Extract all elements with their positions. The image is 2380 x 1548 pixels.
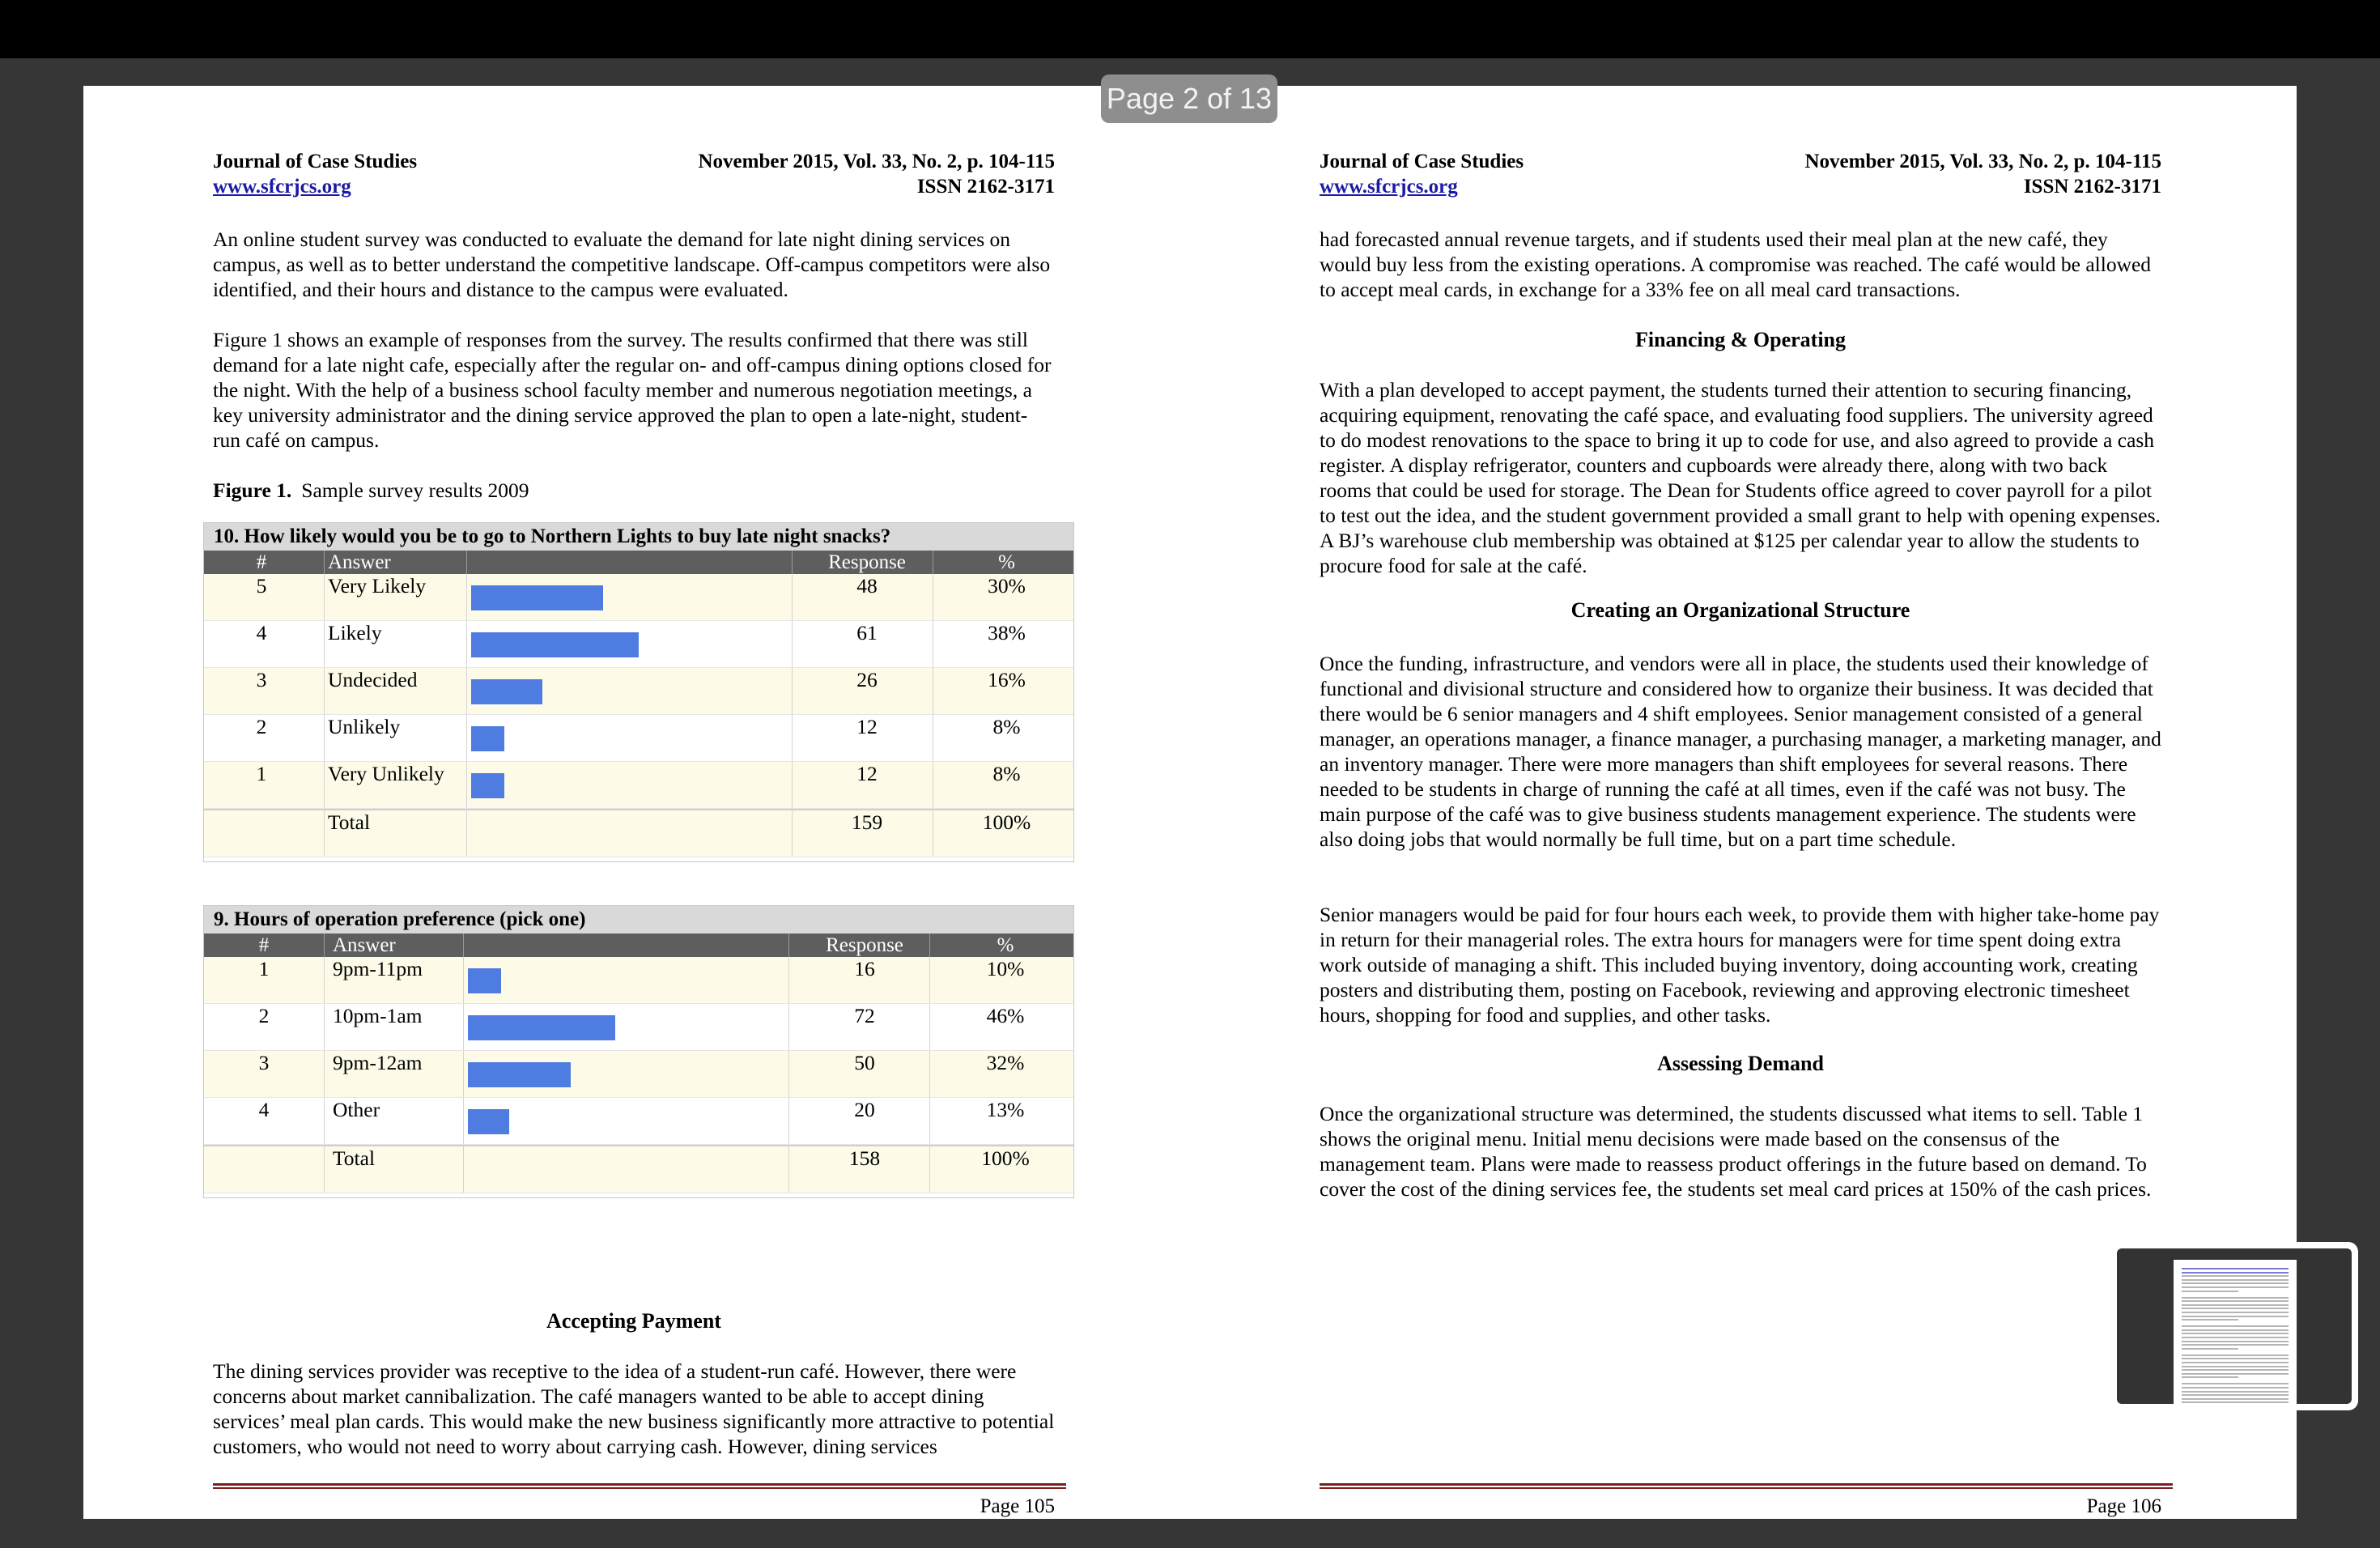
issn: ISSN 2162-3171: [2023, 176, 2161, 198]
response-bar: [471, 679, 542, 704]
col-header-answer: Answer: [328, 551, 391, 573]
row-number: 3: [258, 1051, 270, 1074]
table-total-row: [204, 809, 1073, 857]
thumbnail-line: [2182, 1286, 2289, 1288]
table-body: [204, 574, 1073, 857]
issn: ISSN 2162-3171: [916, 176, 1055, 198]
thumbnail-line: [2182, 1398, 2289, 1400]
row-percent: 8%: [992, 762, 1021, 785]
paragraph: Once the funding, infrastructure, and vendors were all in place, the students used their knowledge of functional and divisional structure and considered how to organize their business. It was decided that there would be 6 senior managers and 4 shift employees. Senior management consisted of a general manager, an operations manager, a finance manager, a purchasing manager, a marketing manager, and an inventory manager. There were more managers than shift employees for several reasons. There needed to be students in charge of running the café at all times, even if the café was not busy. The main purpose of the café was to give business students management experience. The students were also doing jobs that would normally be full time, but on a part time schedule.: [1320, 652, 2161, 851]
row-percent: 8%: [992, 715, 1021, 738]
thumbnail-line: [2182, 1282, 2289, 1284]
page-number: Page 106: [2086, 1495, 2161, 1517]
table-row: [204, 574, 1073, 621]
row-response: 48: [856, 574, 878, 598]
journal-link[interactable]: www.sfcrjcs.org: [1320, 176, 1458, 198]
table-row: [204, 1051, 1073, 1098]
row-percent: 32%: [986, 1051, 1025, 1074]
journal-title: Journal of Case Studies: [213, 151, 418, 172]
thumbnail-line: [2182, 1279, 2289, 1281]
response-bar: [468, 1062, 571, 1087]
table-header: [204, 551, 1073, 574]
col-header-pct: %: [998, 551, 1015, 573]
paragraph: had forecasted annual revenue targets, and if students used their meal plan at the new café, they would buy less from the existing operations. A compromise was reached. The café would be allowed to accept meal cards, in exchange for a 33% fee on all meal card transactions.: [1320, 228, 2152, 301]
thumbnail-line: [2182, 1308, 2289, 1309]
row-percent: 30%: [988, 574, 1026, 598]
row-percent: 10%: [986, 957, 1025, 980]
thumbnail-line: [2182, 1329, 2289, 1331]
footer-rule: [213, 1483, 1066, 1489]
row-response: 12: [856, 715, 878, 738]
response-bar: [471, 585, 603, 610]
row-answer: Undecided: [328, 668, 418, 691]
section-heading: Creating an Organizational Structure: [1570, 598, 1910, 622]
col-header-num: #: [256, 551, 267, 573]
row-answer: Unlikely: [328, 715, 401, 738]
thumbnail-line: [2182, 1297, 2289, 1299]
thumbnail-line: [2182, 1300, 2289, 1302]
survey-table-likelihood: [203, 522, 1074, 862]
table-row: [204, 715, 1073, 762]
thumbnail-line: [2182, 1268, 2289, 1269]
thumbnail-line: [2182, 1312, 2289, 1313]
section-heading: Assessing Demand: [1657, 1052, 1824, 1075]
paragraph: With a plan developed to accept payment, the students turned their attention to securing financing, acquiring equipment, renovating the café space, and evaluating food suppliers. The university agreed to do modest renovations to the space to bring it up to code for use, and also agreed to provide a cash register. A display refrigerator, counters and cupboards were already there, along with two back rooms that could be used for storage. The Dean for Students office agreed to cover payroll for a pilot to test out the idea, and the student government provided a small grant to help with opening expenses. A BJ’s warehouse club membership was obtained at $125 per calendar year to allow the students to procure food for sale at the café.: [1320, 378, 2161, 577]
total-response: 158: [848, 1146, 881, 1170]
thumbnail-line: [2182, 1358, 2289, 1359]
table-row: [204, 668, 1073, 715]
thumbnail-line: [2182, 1316, 2289, 1317]
figure-caption-text: Sample survey results 2009: [301, 478, 529, 502]
thumbnail-line: [2182, 1391, 2289, 1393]
row-response: 16: [854, 957, 875, 980]
row-answer: Likely: [328, 621, 382, 644]
thumbnail-line: [2182, 1341, 2289, 1342]
thumbnail-line: [2182, 1337, 2289, 1338]
thumbnail-line: [2182, 1344, 2289, 1346]
col-header-num: #: [258, 934, 270, 956]
viewer-top-bar: [0, 0, 2380, 58]
thumbnail-line: [2182, 1366, 2289, 1367]
thumbnail-line: [2182, 1325, 2289, 1327]
journal-title: Journal of Case Studies: [1320, 151, 1524, 172]
col-header-response: Response: [828, 551, 906, 573]
thumbnail-line: [2182, 1272, 2289, 1274]
row-response: 50: [854, 1051, 875, 1074]
section-heading: Accepting Payment: [546, 1309, 721, 1333]
response-bar: [471, 632, 639, 657]
paragraph: Senior managers would be paid for four hours each week, to provide them with higher take-home pay in return for their managerial roles. The extra hours for managers were for time spent doing extra work outside of managing a shift. This included buying inventory, doing accounting work, creating posters and distributing them, posting on Facebook, reviewing and approving electronic timesheet hours, shopping for food and supplies, and other tasks.: [1320, 903, 2160, 1027]
total-percent: 100%: [981, 1146, 1030, 1170]
thumbnail-line: [2182, 1275, 2289, 1277]
survey-question: 9. Hours of operation preference (pick one): [204, 906, 1073, 933]
table-body: [204, 957, 1073, 1193]
row-number: 5: [256, 574, 267, 598]
col-header-response: Response: [826, 934, 903, 956]
figure-label: Figure 1.: [213, 478, 292, 502]
thumbnail-line: [2182, 1373, 2289, 1375]
row-answer: 10pm-1am: [333, 1004, 423, 1027]
row-percent: 13%: [986, 1098, 1025, 1121]
thumbnail-page: [2174, 1260, 2297, 1404]
figure-caption: [213, 478, 529, 503]
row-number: 4: [258, 1098, 270, 1121]
table-total-row: [204, 1145, 1073, 1193]
table-row: [204, 621, 1073, 668]
row-answer: 9pm-12am: [333, 1051, 423, 1074]
thumbnail-line: [2182, 1354, 2289, 1356]
thumbnail-line: [2182, 1369, 2289, 1371]
row-percent: 16%: [988, 668, 1026, 691]
table-header: [204, 933, 1073, 957]
row-number: 1: [256, 762, 267, 785]
response-bar: [468, 968, 501, 993]
thumbnail-line: [2182, 1362, 2289, 1363]
row-response: 26: [856, 668, 878, 691]
response-bar: [468, 1109, 509, 1134]
thumbnail-line: [2182, 1304, 2289, 1306]
thumbnail-line: [2182, 1319, 2238, 1320]
paragraph: An online student survey was conducted to evaluate the demand for late night dining services on campus, as well as to better understand the competitive landscape. Off-campus competitors were also identified, and their hours and distance to the campus were evaluated.: [213, 228, 1051, 301]
row-number: 4: [256, 621, 267, 644]
row-response: 12: [856, 762, 878, 785]
thumbnail-line: [2182, 1376, 2238, 1378]
page-106: [1320, 86, 2161, 1519]
row-answer: Very Unlikely: [328, 762, 444, 785]
table-row: [204, 1004, 1073, 1051]
total-label: Total: [328, 810, 371, 834]
document-spread[interactable]: [83, 86, 2297, 1519]
row-percent: 46%: [986, 1004, 1025, 1027]
response-bar: [468, 1015, 615, 1040]
survey-table-hours: [203, 905, 1074, 1198]
row-response: 61: [856, 621, 878, 644]
total-label: Total: [333, 1146, 376, 1170]
row-response: 20: [854, 1098, 875, 1121]
paragraph: Once the organizational structure was determined, the students discussed what items to sell. Table 1 shows the original menu. Initial menu decisions were made based on the consensus of the management team. Plans were made to reassess product offerings in the future based on demand. To cover the cost of the dining services fee, the students set meal card prices at 150% of the cash prices.: [1320, 1102, 2152, 1201]
thumbnail-line: [2182, 1387, 2289, 1389]
response-bar: [471, 726, 504, 751]
thumbnail-line: [2182, 1394, 2289, 1396]
survey-question: 10. How likely would you be to go to Northern Lights to buy late night snacks?: [204, 523, 1073, 551]
thumbnail-line: [2182, 1333, 2289, 1334]
row-number: 2: [258, 1004, 270, 1027]
row-answer: Other: [333, 1098, 380, 1121]
row-response: 72: [854, 1004, 875, 1027]
row-answer: 9pm-11pm: [333, 957, 423, 980]
table-row: [204, 762, 1073, 809]
thumbnail-line: [2182, 1401, 2289, 1403]
row-number: 2: [256, 715, 267, 738]
paragraph: The dining services provider was receptive to the idea of a student-run café. However, there were concerns about market cannibalization. The café managers wanted to be able to accept dining services’ meal plan cards. This would make the new business significantly more attractive to potential customers, who would not need to worry about carrying cash. However, dining services: [213, 1359, 1055, 1458]
issue-info: November 2015, Vol. 33, No. 2, p. 104-115: [1804, 151, 2161, 172]
page-thumbnail[interactable]: [2110, 1242, 2358, 1410]
row-number: 1: [258, 957, 270, 980]
page-number: Page 105: [980, 1495, 1055, 1517]
table-row: [204, 957, 1073, 1004]
section-heading: Financing & Operating: [1634, 328, 1846, 351]
thumbnail-line: [2182, 1383, 2289, 1384]
page-indicator: Page 2 of 13: [1101, 74, 1277, 123]
thumbnail-line: [2182, 1348, 2238, 1350]
row-percent: 38%: [988, 621, 1026, 644]
journal-link[interactable]: www.sfcrjcs.org: [213, 176, 351, 198]
issue-info: November 2015, Vol. 33, No. 2, p. 104-115: [698, 151, 1055, 172]
thumbnail-frame: [2117, 1248, 2352, 1404]
total-response: 159: [851, 810, 883, 834]
footer-rule: [1320, 1483, 2173, 1489]
page-105: [213, 86, 1055, 1519]
response-bar: [471, 773, 504, 798]
total-percent: 100%: [982, 810, 1031, 834]
table-row: [204, 1098, 1073, 1145]
paragraph: Figure 1 shows an example of responses from the survey. The results confirmed that there was still demand for a late night cafe, especially after the regular on- and off-campus dining options closed for the night. With the help of a business school faculty member and numerous negotiation meetings, a key university administrator and the dining service approved the plan to open a late-night, student-run café on campus.: [213, 328, 1052, 452]
col-header-pct: %: [997, 934, 1014, 956]
thumbnail-line: [2182, 1291, 2238, 1292]
row-number: 3: [256, 668, 267, 691]
row-answer: Very Likely: [328, 574, 427, 598]
col-header-answer: Answer: [333, 934, 396, 956]
